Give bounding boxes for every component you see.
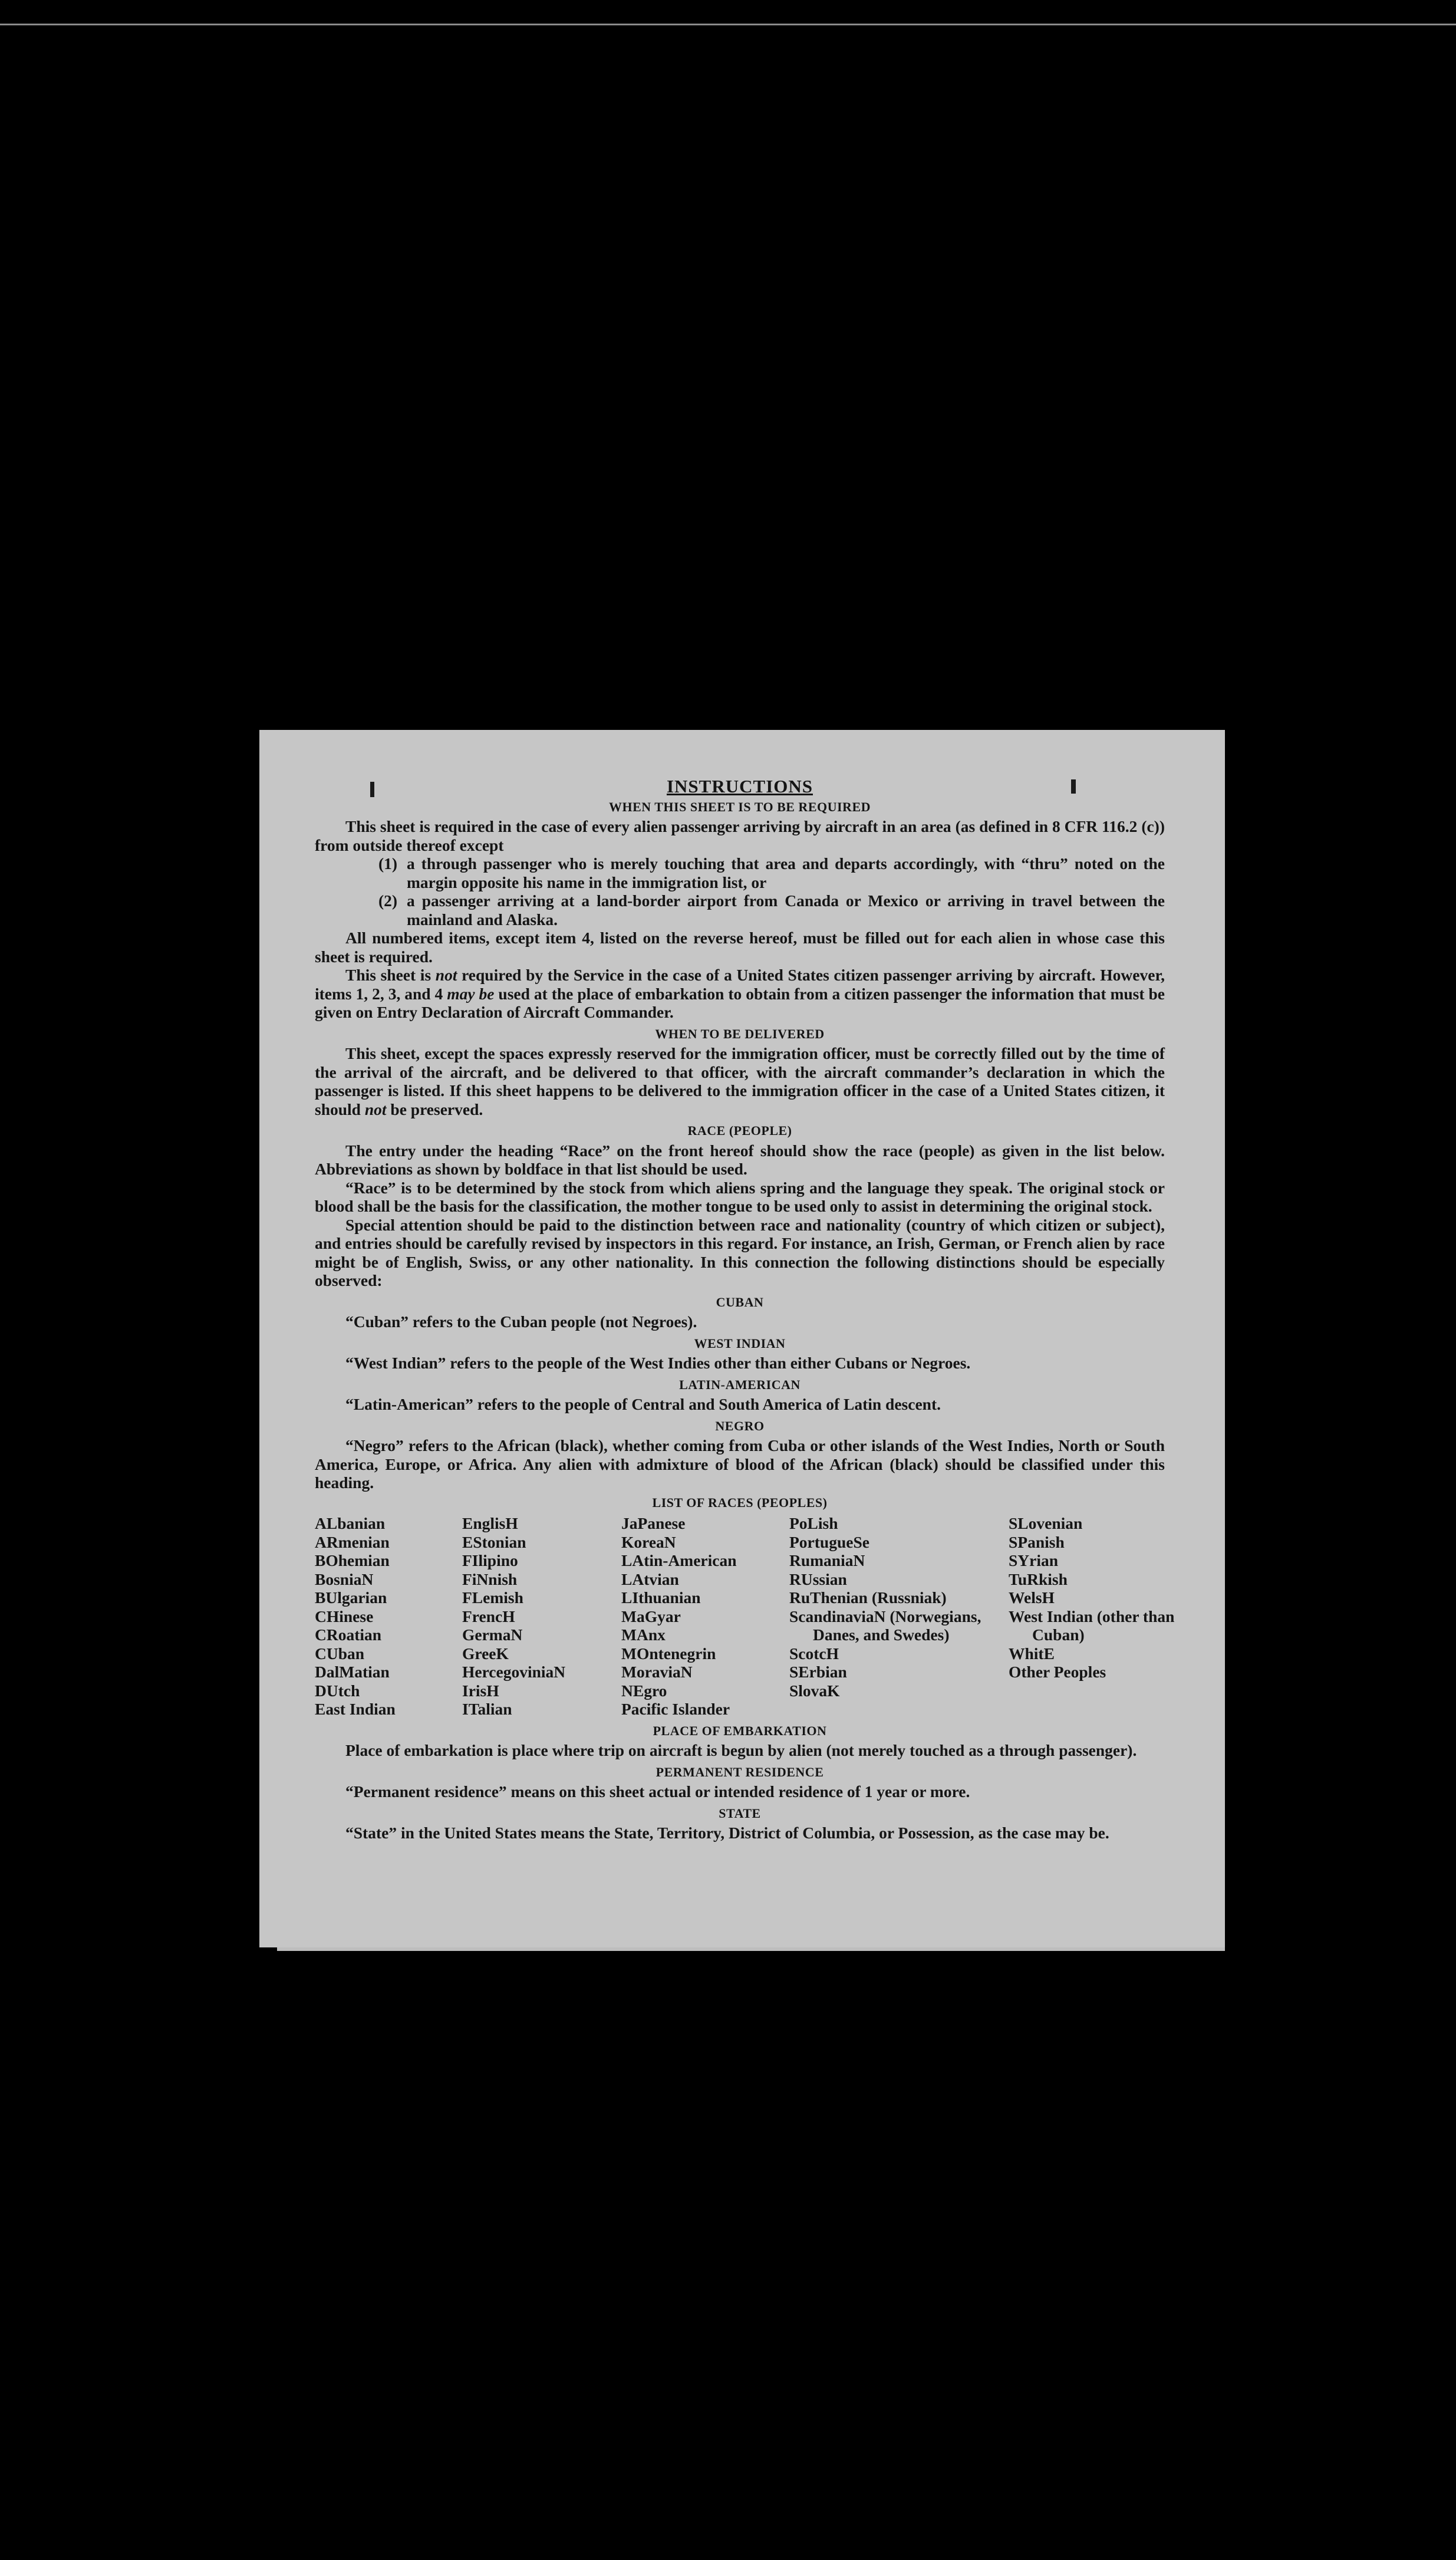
- item-text: a passenger arriving at a land-border airport from Canada or Mexico or arriving in travel between the mainland and Alaska.: [407, 891, 1165, 929]
- race-entry: SPanish: [1009, 1532, 1065, 1551]
- paragraph-requirement: This sheet is required in the case of every alien passenger arriving by aircraft in an area (as defined in 8 CFR 116.2 (c)) from outside thereof except: [315, 817, 1165, 854]
- race-entry: MOntenegrin: [621, 1644, 716, 1663]
- emphasis-may-be: may be: [447, 984, 495, 1003]
- heading-list-of-races: LIST OF RACES (PEOPLES): [652, 1495, 828, 1510]
- race-entry: JaPanese: [621, 1514, 686, 1532]
- race-entry: BOhemian: [315, 1551, 390, 1569]
- paragraph-race-nationality: Special attention should be paid to the distinction between race and nationality (country of which citizen or subject), and entries should be carefully revised by inspectors in this regard. For instance, an Irish, German, or French alien by race might be of English, Swiss, or any other nationality. In this connection the following distinctions should be especially observed:: [315, 1215, 1165, 1289]
- heading-negro: NEGRO: [715, 1418, 765, 1433]
- race-entry: ScandinaviaN (Norwegians, Danes, and Swedes): [789, 1607, 981, 1644]
- races-column: [621, 1514, 789, 1719]
- race-entry: Other Peoples: [1009, 1663, 1106, 1681]
- race-entry: NEgro: [621, 1681, 667, 1700]
- item-text: a through passenger who is merely touching that area and departs accordingly, with “thru” noted on the margin opposite his name in the immigration list, or: [407, 854, 1165, 891]
- race-entry: SlovaK: [789, 1681, 840, 1700]
- race-entry: FrencH: [462, 1607, 515, 1625]
- paragraph-citizen: [315, 966, 1165, 1022]
- heading-cuban: CUBAN: [716, 1294, 764, 1309]
- races-table: [315, 1514, 1175, 1719]
- race-entry: West Indian (other than Cuban): [1009, 1607, 1175, 1644]
- race-entry: EStonian: [462, 1532, 526, 1551]
- paragraph-west-indian: “West Indian” refers to the people of the West Indies other than either Cubans or Negroes.: [345, 1354, 971, 1372]
- punch-mark-right: [1071, 779, 1076, 794]
- paragraph-negro: “Negro” refers to the African (black), whether coming from Cuba or other islands of the West Indies, North or South America, Europe, or Africa. Any alien with admixture of blood of the African (black) should be classified under this heading.: [315, 1436, 1165, 1492]
- race-entry: TuRkish: [1009, 1569, 1068, 1588]
- race-entry: MaGyar: [621, 1607, 681, 1625]
- race-entry: HercegoviniaN: [462, 1663, 566, 1681]
- race-entry: RumaniaN: [789, 1551, 865, 1569]
- race-entry: FiNnish: [462, 1569, 518, 1588]
- paragraph-latin-american: “Latin-American” refers to the people of Central and South America of Latin descent.: [345, 1395, 941, 1413]
- heading-when-delivered: WHEN TO BE DELIVERED: [655, 1026, 825, 1041]
- item-number: (2): [378, 891, 398, 910]
- race-entry: RuThenian (Russniak): [789, 1588, 947, 1607]
- race-entry: KoreaN: [621, 1532, 676, 1551]
- race-entry: LIthuanian: [621, 1588, 701, 1607]
- races-column: [462, 1514, 621, 1719]
- race-entry: DalMatian: [315, 1663, 390, 1681]
- paragraph-residence: “Permanent residence” means on this sheet actual or intended residence of 1 year or more.: [345, 1782, 970, 1801]
- race-entry: PoLish: [789, 1514, 838, 1532]
- paragraph-race-entry: The entry under the heading “Race” on the front hereof should show the race (people) as given in the list below. Abbreviations as shown by boldface in that list should be used.: [315, 1141, 1165, 1178]
- race-entry: MAnx: [621, 1625, 666, 1644]
- race-entry: FIlipino: [462, 1551, 518, 1569]
- text-segment: This sheet is: [345, 966, 436, 984]
- text-segment: be preserved.: [386, 1100, 483, 1118]
- race-entry: ALbanian: [315, 1514, 386, 1532]
- races-column: [1009, 1514, 1175, 1719]
- race-entry: DUtch: [315, 1681, 360, 1700]
- race-entry: PortugueSe: [789, 1532, 869, 1551]
- race-entry: WelsH: [1009, 1588, 1055, 1607]
- page-title: INSTRUCTIONS: [666, 776, 813, 797]
- race-entry: FLemish: [462, 1588, 523, 1607]
- item-number: (1): [378, 854, 398, 873]
- race-entry: East Indian: [315, 1700, 396, 1718]
- text-segment: required by the Service in the case of a United States citizen passenger arriving by aircraft. However, items 1, 2, 3, and 4: [315, 966, 1165, 1003]
- paragraph-race-definition: “Race” is to be determined by the stock from which aliens spring and the language they speak. The original stock or blood shall be the basis for the classification, the mother tongue to be used only to assist in determining the original stock.: [315, 1178, 1165, 1215]
- race-entry: GreeK: [462, 1644, 509, 1663]
- paragraph-embarkation: Place of embarkation is place where trip on aircraft is begun by alien (not merely touched as a through passenger).: [345, 1741, 1137, 1759]
- instruction-sheet: [259, 730, 1225, 1947]
- race-entry: WhitE: [1009, 1644, 1055, 1663]
- punch-mark-left: [370, 782, 374, 797]
- scanner-top-edge: [0, 24, 1456, 25]
- heading-latin-american: LATIN-AMERICAN: [679, 1377, 801, 1392]
- race-entry: ScotcH: [789, 1644, 839, 1663]
- race-entry: EnglisH: [462, 1514, 518, 1532]
- race-entry: ITalian: [462, 1700, 512, 1718]
- heading-west-indian: WEST INDIAN: [694, 1335, 786, 1351]
- race-entry: LAtvian: [621, 1569, 679, 1588]
- text-segment: This sheet, except the spaces expressly reserved for the immigration officer, must be correctly filled out by the time of the arrival of the aircraft, and be delivered to that officer, with the aircraft commander’s declaration in which the passenger is listed. If this sheet happens to be delivered to the immigration officer in the case of a United States citizen, it should: [315, 1044, 1165, 1118]
- race-entry: BosniaN: [315, 1569, 374, 1588]
- race-entry: MoraviaN: [621, 1663, 693, 1681]
- heading-place-of-embarkation: PLACE OF EMBARKATION: [653, 1723, 827, 1738]
- race-entry: SLovenian: [1009, 1514, 1083, 1532]
- race-entry: Pacific Islander: [621, 1700, 730, 1718]
- paragraph-cuban: “Cuban” refers to the Cuban people (not Negroes).: [345, 1312, 697, 1331]
- list-item: [315, 854, 1165, 891]
- race-entry: SYrian: [1009, 1551, 1059, 1569]
- race-entry: BUlgarian: [315, 1588, 387, 1607]
- race-entry: ARmenian: [315, 1532, 390, 1551]
- races-column: [315, 1514, 462, 1719]
- heading-permanent-residence: PERMANENT RESIDENCE: [655, 1764, 824, 1779]
- race-entry: CUban: [315, 1644, 365, 1663]
- race-entry: RUssian: [789, 1569, 847, 1588]
- race-entry: SErbian: [789, 1663, 847, 1681]
- paragraph-state: “State” in the United States means the State, Territory, District of Columbia, or Possession, as the case may be.: [345, 1824, 1109, 1842]
- emphasis-not: not: [435, 966, 457, 984]
- race-entry: CRoatian: [315, 1625, 382, 1644]
- heading-race: RACE (PEOPLE): [687, 1123, 792, 1138]
- heading-when-required: WHEN THIS SHEET IS TO BE REQUIRED: [608, 799, 871, 814]
- race-entry: LAtin-American: [621, 1551, 737, 1569]
- paragraph-numbered-items: All numbered items, except item 4, listed on the reverse hereof, must be filled out for each alien in whose case this sheet is required.: [315, 929, 1165, 966]
- race-entry: CHinese: [315, 1607, 374, 1625]
- races-column: [789, 1514, 1009, 1719]
- heading-state: STATE: [719, 1805, 761, 1821]
- race-entry: GermaN: [462, 1625, 523, 1644]
- race-entry: IrisH: [462, 1681, 499, 1700]
- list-item: [315, 891, 1165, 929]
- emphasis-not: not: [364, 1100, 387, 1118]
- paragraph-delivery: [315, 1044, 1165, 1118]
- text-segment: used at the place of embarkation to obtain from a citizen passenger the information that must be given on Entry Declaration of Aircraft Commander.: [315, 984, 1165, 1021]
